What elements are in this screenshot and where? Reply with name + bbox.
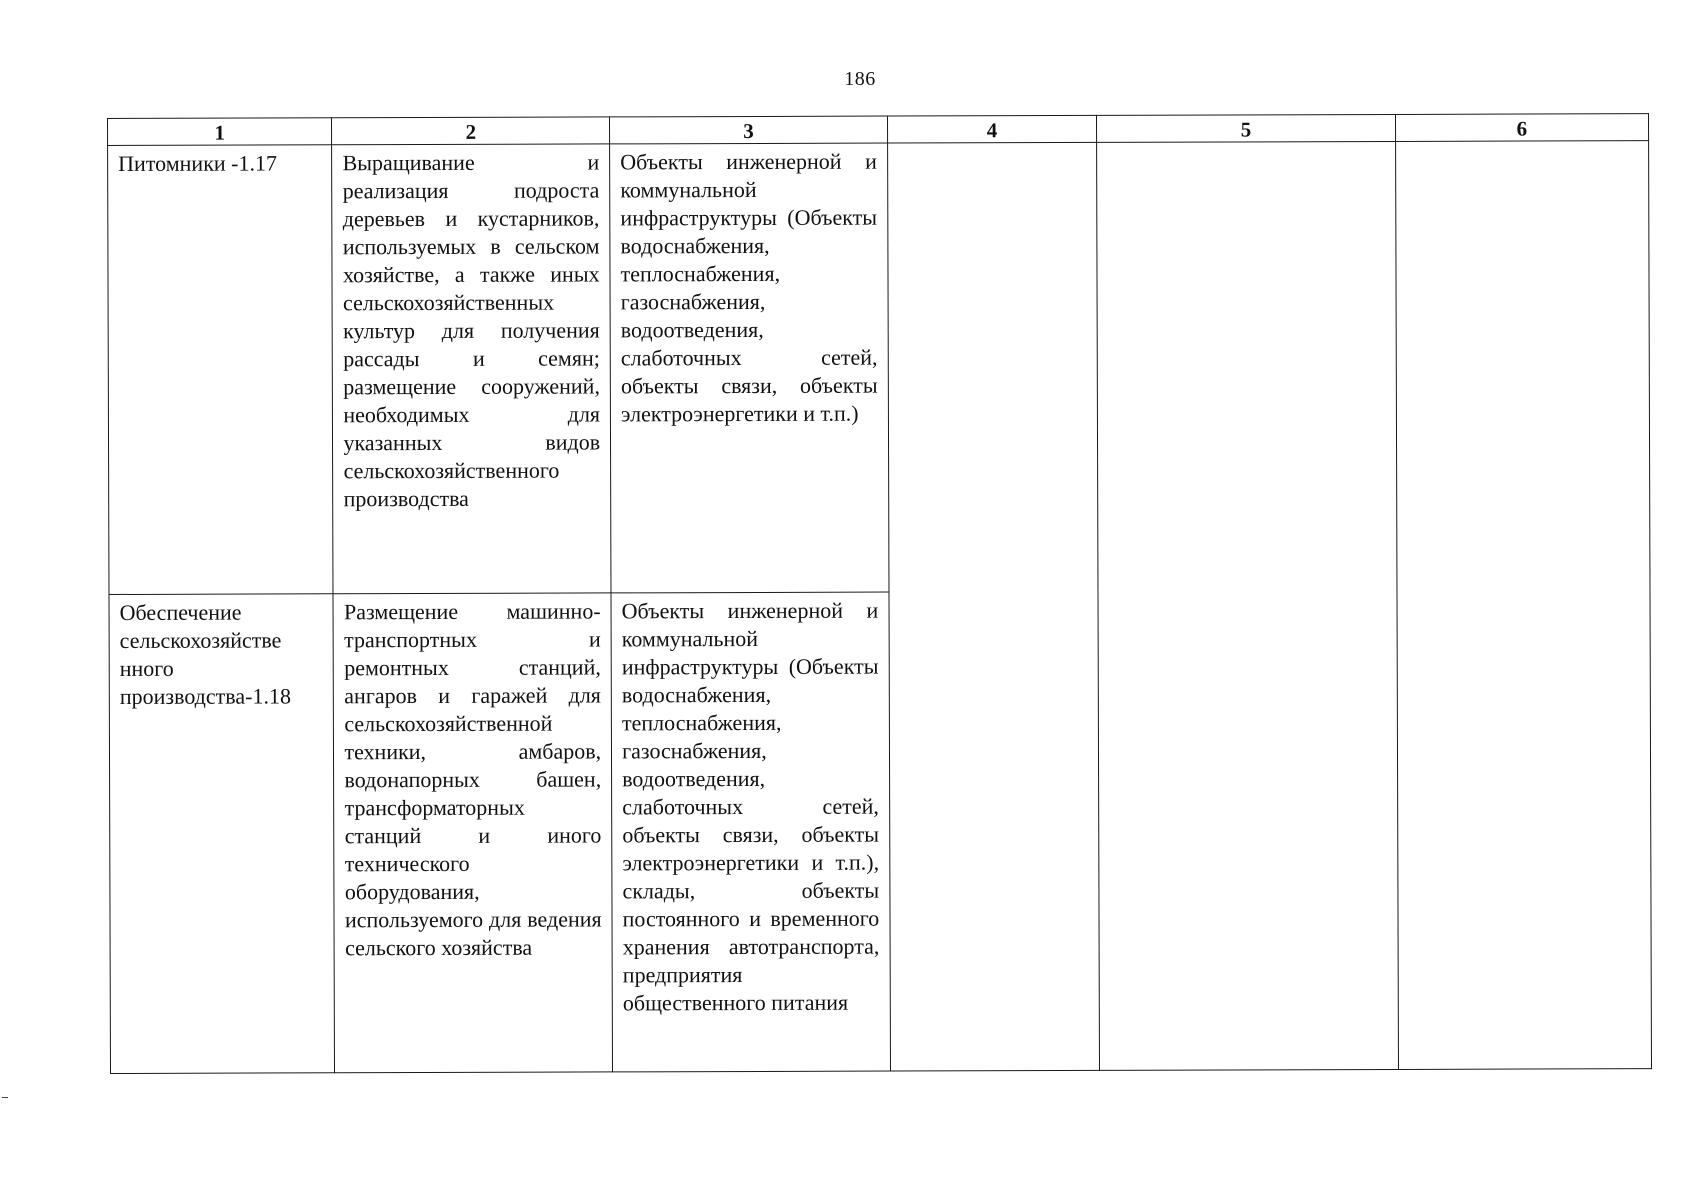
column-5-cell: [1097, 141, 1397, 591]
use-description-cell: Выращивание и реализация подроста деревьев и кустарников, используемых в сельском хозяйстве, а также иных сельскохозяйственных культур для получения рассады и семян; размещение сооружений, необходимых для указанных видов сельскохозяйственного производства: [332, 144, 611, 594]
column-4-cell: [887, 142, 1098, 592]
column-6-cell: [1397, 590, 1652, 1070]
column-header-5: 5: [1097, 114, 1396, 142]
auxiliary-objects-cell: Объекты инженерной и коммунальной инфраструктуры (Объекты водоснабжения, теплоснабжения, газоснабжения, водоотведения, слаботочных сетей, объекты связи, объекты электроэнергетики и т.п.): [610, 143, 889, 593]
table-row: [108, 141, 1650, 595]
column-header-3: 3: [610, 116, 888, 144]
column-header-6: 6: [1395, 114, 1648, 142]
column-header-4: 4: [887, 115, 1096, 143]
column-header-1: 1: [108, 118, 333, 146]
use-description-cell: Размещение машинно-транспортных и ремонтных станций, ангаров и гаражей для сельскохозяйственной техники, амбаров, водонапорных башен, трансформаторных станций и иного технического оборудования, используемого для ведения сельского хозяйства: [333, 593, 612, 1073]
regulation-table: [107, 113, 1652, 1074]
land-use-type-cell: Обеспечение сельскохозяйстве нного производства-1.18: [109, 594, 335, 1074]
column-4-cell: [889, 591, 1100, 1071]
scan-margin-mark: [2, 1097, 8, 1098]
column-6-cell: [1395, 141, 1650, 591]
land-use-type-cell: Питомники -1.17: [108, 145, 334, 595]
page-number: 186: [844, 68, 876, 90]
column-5-cell: [1098, 590, 1398, 1070]
table-row: [109, 590, 1651, 1074]
auxiliary-objects-cell: Объекты инженерной и коммунальной инфраструктуры (Объекты водоснабжения, теплоснабжения, газоснабжения, водоотведения, слаботочных сетей, объекты связи, объекты электроэнергетики и т.п.), склады, объекты постоянного и временного хранения автотранспорта, предприятия общественного питания: [611, 592, 890, 1072]
column-header-2: 2: [332, 117, 610, 145]
